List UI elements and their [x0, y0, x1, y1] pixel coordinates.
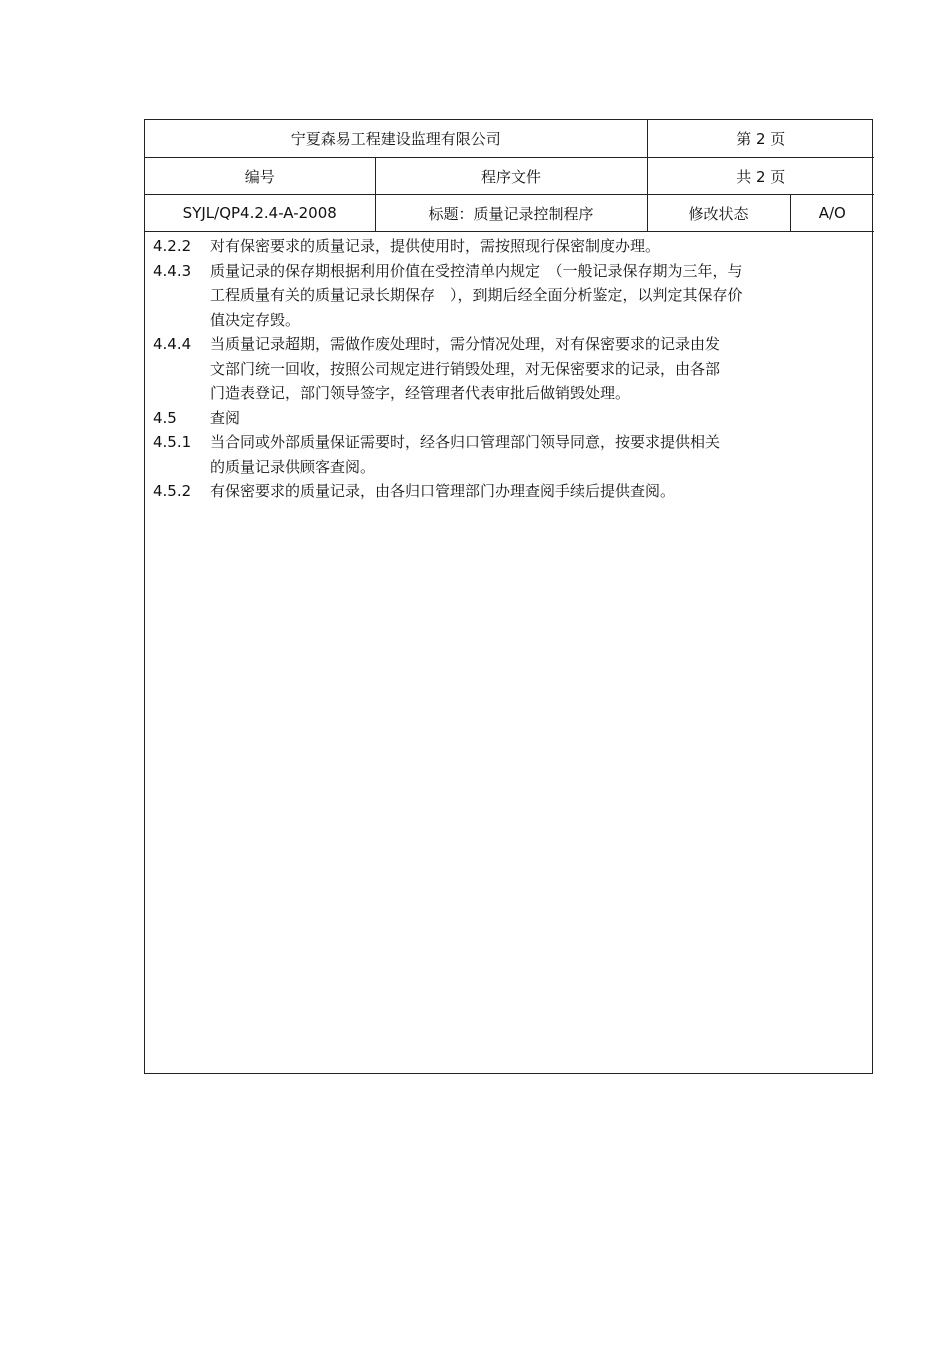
- section-text-line: 的质量记录供顾客查阅。: [210, 457, 376, 476]
- section-number: 4.5.1: [153, 433, 192, 451]
- doc-title: 标题：质量记录控制程序: [375, 195, 647, 232]
- company-name: 宁夏森易工程建设监理有限公司: [145, 120, 647, 158]
- section-text-line: 值决定存毁。: [210, 310, 301, 329]
- header-row-1: [145, 120, 874, 158]
- section-4-2-2: [153, 234, 872, 259]
- section-number: 4.2.2: [153, 237, 192, 255]
- section-heading: 查阅: [210, 408, 241, 427]
- section-4-5: [153, 406, 872, 431]
- header-row-3: [145, 195, 874, 232]
- doc-code: SYJL/QP4.2.4-A-2008: [145, 195, 375, 232]
- revision-value: A/O: [790, 195, 874, 232]
- page-number: 第 2 页: [647, 120, 874, 158]
- section-4-5-1: [153, 430, 872, 479]
- section-text-line: 当质量记录超期，需做作废处理时，需分情况处理，对有保密要求的记录由发: [210, 335, 721, 353]
- section-text-line: 文部门统一回收，按照公司规定进行销毁处理，对无保密要求的记录，由各部: [210, 359, 721, 378]
- doc-type: 程序文件: [375, 158, 647, 195]
- section-4-4-3: [153, 259, 872, 333]
- total-pages: 共 2 页: [647, 158, 874, 195]
- section-number: 4.5.2: [153, 482, 192, 500]
- document-body: [145, 232, 872, 504]
- header-table: [145, 120, 874, 232]
- section-text-line: 门造表登记，部门领导签字，经管理者代表审批后做销毁处理。: [210, 384, 631, 402]
- section-text-line: 质量记录的保存期根据利用价值在受控清单内规定 （一般记录保存期为三年，与: [210, 261, 743, 280]
- section-number: 4.4.4: [153, 335, 192, 353]
- section-text-line: 有保密要求的质量记录，由各归口管理部门办理查阅手续后提供查阅。: [210, 482, 676, 500]
- header-row-2: [145, 158, 874, 195]
- section-4-4-4: [153, 332, 872, 406]
- revision-label: 修改状态: [647, 195, 790, 232]
- section-text-line: 对有保密要求的质量记录，提供使用时，需按照现行保密制度办理。: [210, 237, 661, 255]
- code-label: 编号: [145, 158, 375, 195]
- section-number: 4.4.3: [153, 261, 192, 280]
- section-text-line: 工程质量有关的质量记录长期保存 ），到期后经全面分析鉴定，以判定其保存价: [210, 286, 743, 304]
- section-number: 4.5: [153, 408, 177, 427]
- section-4-5-2: [153, 479, 872, 504]
- section-text-line: 当合同或外部质量保证需要时，经各归口管理部门领导同意，按要求提供相关: [210, 433, 721, 451]
- document-frame: [144, 119, 873, 1074]
